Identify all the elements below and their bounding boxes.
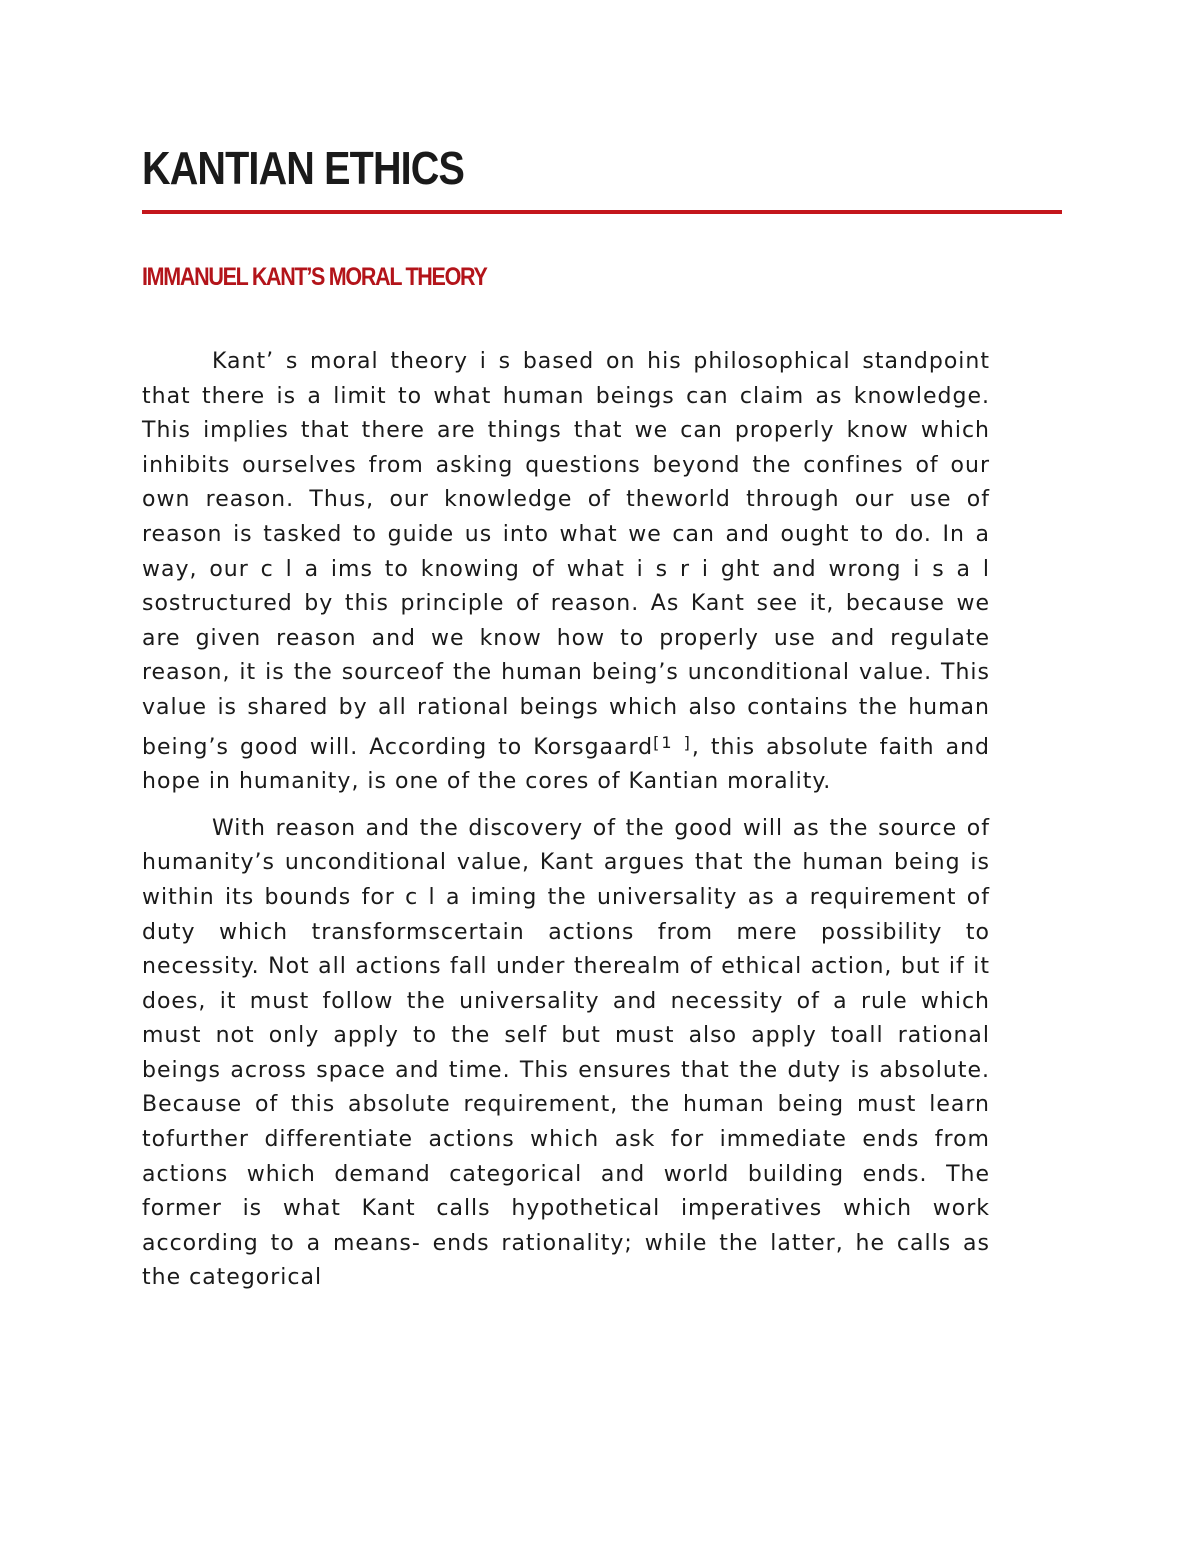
footnote-reference[interactable]: [1 ] xyxy=(653,732,692,752)
paragraph-1-text-end: , this absolute faith and hope in humanity, is one of the cores of Kantian morality. xyxy=(142,734,990,795)
paragraph-2: With reason and the discovery of the good will as the source of humanity’s unconditional value, Kant argues that the human being is within its bounds for c l a iming the universality as a requirement of duty which transformscertain actions from mere possibility to necessity. Not all actions fall under therealm of ethical action, but if it does, it must follow the universality and necessity of a rule which must not only apply to the self but must also apply toall rational beings across space and time. This ensures that the duty is absolute. Because of this absolute requirement, the human being must learn tofurther differentiate actions which ask for immediate ends from actions which demand categorical and world building ends. The former is what Kant calls hypothetical imperatives which work according to a means- ends rationality; while the latter, he calls as the categorical xyxy=(142,815,990,1291)
body-text xyxy=(142,345,990,1296)
paragraph-1-text: Kant’ s moral theory i s based on his philosophical standpoint that there is a limit to what human beings can claim as knowledge. This implies that there are things that we can properly know which inhibits ourselves from asking questions beyond the confines of our own reason. Thus, our knowledge of theworld through our use of reason is tasked to guide us into what we can and ought to do. In a way, our c l a ims to knowing of what i s r i ght and wrong i s a l sostructured by this principle of reason. As Kant see it, because we are given reason and we know how to properly use and regulate reason, it is the sourceof the human being’s unconditional value. This value is shared by all rational beings which also contains the human being’s good will. According to Korsgaard xyxy=(142,349,990,760)
document-title: KANTIAN ETHICS xyxy=(142,142,465,194)
paragraph-1 xyxy=(142,345,990,800)
section-heading: IMMANUEL KANT’S MORAL THEORY xyxy=(142,263,487,291)
title-underline xyxy=(142,210,1062,214)
